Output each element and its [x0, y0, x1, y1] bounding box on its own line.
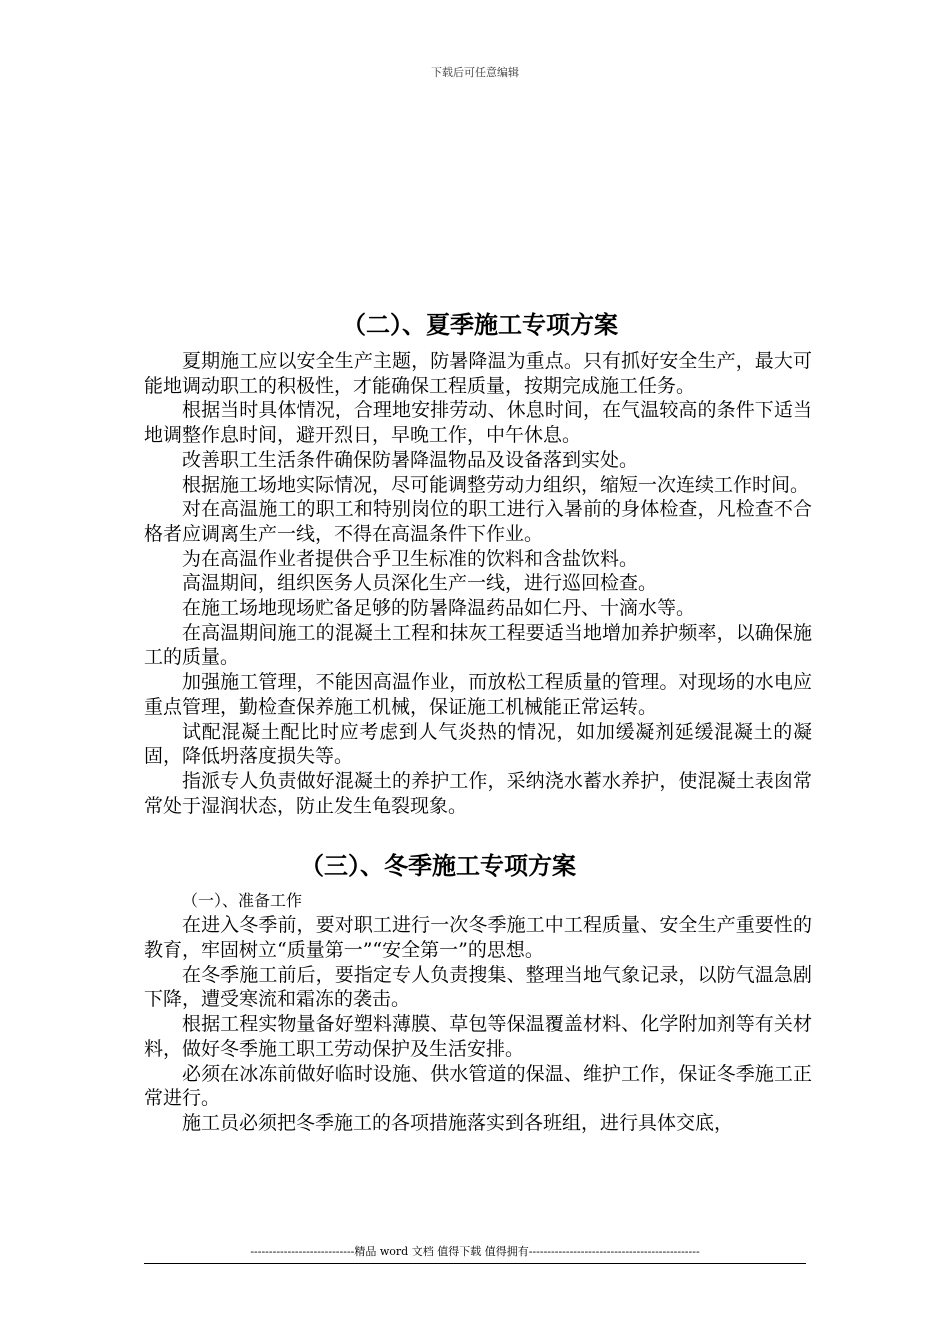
paragraph: 在冬季施工前后，要指定专人负责搜集、整理当地气象记录，以防气温急剧下降，遭受寒流和霜冻的袭击。 [144, 963, 812, 1011]
paragraph: 根据工程实物量备好塑料薄膜、草包等保温覆盖材料、化学附加剂等有关材料，做好冬季施工职工劳动保护及生活安排。 [144, 1013, 812, 1060]
document-body [144, 305, 812, 1136]
paragraph: 必须在冰冻前做好临时设施、供水管道的保温、维护工作，保证冬季施工正常进行。 [144, 1062, 812, 1110]
paragraph: 为在高温作业者提供合乎卫生标准的饮料和含盐饮料。 [182, 547, 639, 570]
paragraph: 对在高温施工的职工和特别岗位的职工进行入暑前的身体检查，凡检查不合格者应调离生产一线，不得在高温条件下作业。 [144, 498, 812, 545]
section-title-summer: （二）、夏季施工专项方案 [342, 311, 618, 339]
paragraph: 夏期施工应以安全生产主题，防暑降温为重点。只有抓好安全生产，最大可能地调动职工的积极性，才能确保工程质量，按期完成施工任务。 [144, 350, 812, 397]
section-title-winter: （三）、冬季施工专项方案 [300, 852, 576, 881]
winter-paragraphs [144, 913, 812, 1135]
paragraph: 施工员必须把冬季施工的各项措施落实到各班组，进行具体交底， [182, 1111, 734, 1134]
page-footer: ----------------------------精品 word 文档 值得下载 值得拥有---------------------------------------------- [144, 1245, 806, 1264]
paragraph: 试配混凝土配比时应考虑到人气炎热的情况，如加缓凝剂延缓混凝土的凝固，降低坍落度损失等。 [144, 720, 812, 768]
summer-paragraphs [144, 349, 812, 818]
paragraph: 指派专人负责做好混凝土的养护工作，采纳浇水蓄水养护，使混凝土表囱常常处于湿润状态，防止发生龟裂现象。 [144, 769, 812, 817]
paragraph: 改善职工生活条件确保防暑降温物品及设备落到实处。 [182, 448, 639, 471]
paragraph: 高温期间，组织医务人员深化生产一线，进行巡回检查。 [182, 572, 658, 595]
paragraph: 在进入冬季前，要对职工进行一次冬季施工中工程质量、安全生产重要性的教育，牢固树立“质量第一”“安全第一”的思想。 [144, 914, 812, 962]
paragraph: 根据当时具体情况，合理地安排劳动、休息时间，在气温较高的条件下适当地调整作息时间，避开烈日，早晚工作，中午休息。 [144, 399, 812, 447]
page-header-note: 下载后可任意编辑 [431, 66, 519, 79]
paragraph: 在高温期间施工的混凝土工程和抹灰工程要适当地增加养护频率，以确保施工的质量。 [144, 621, 812, 669]
paragraph: 根据施工场地实际情况，尽可能调整劳动力组织，缩短一次连续工作时间。 [182, 473, 810, 496]
paragraph: 在施工场地现场贮备足够的防暑降温药品如仁丹、十滴水等。 [182, 597, 696, 620]
subheading-preparation: （一）、准备工作 [182, 891, 303, 911]
paragraph: 加强施工管理，不能因高温作业，而放松工程质量的管理。对现场的水电应重点管理，勤检查保养施工机械，保证施工机械能正常运转。 [144, 671, 812, 718]
